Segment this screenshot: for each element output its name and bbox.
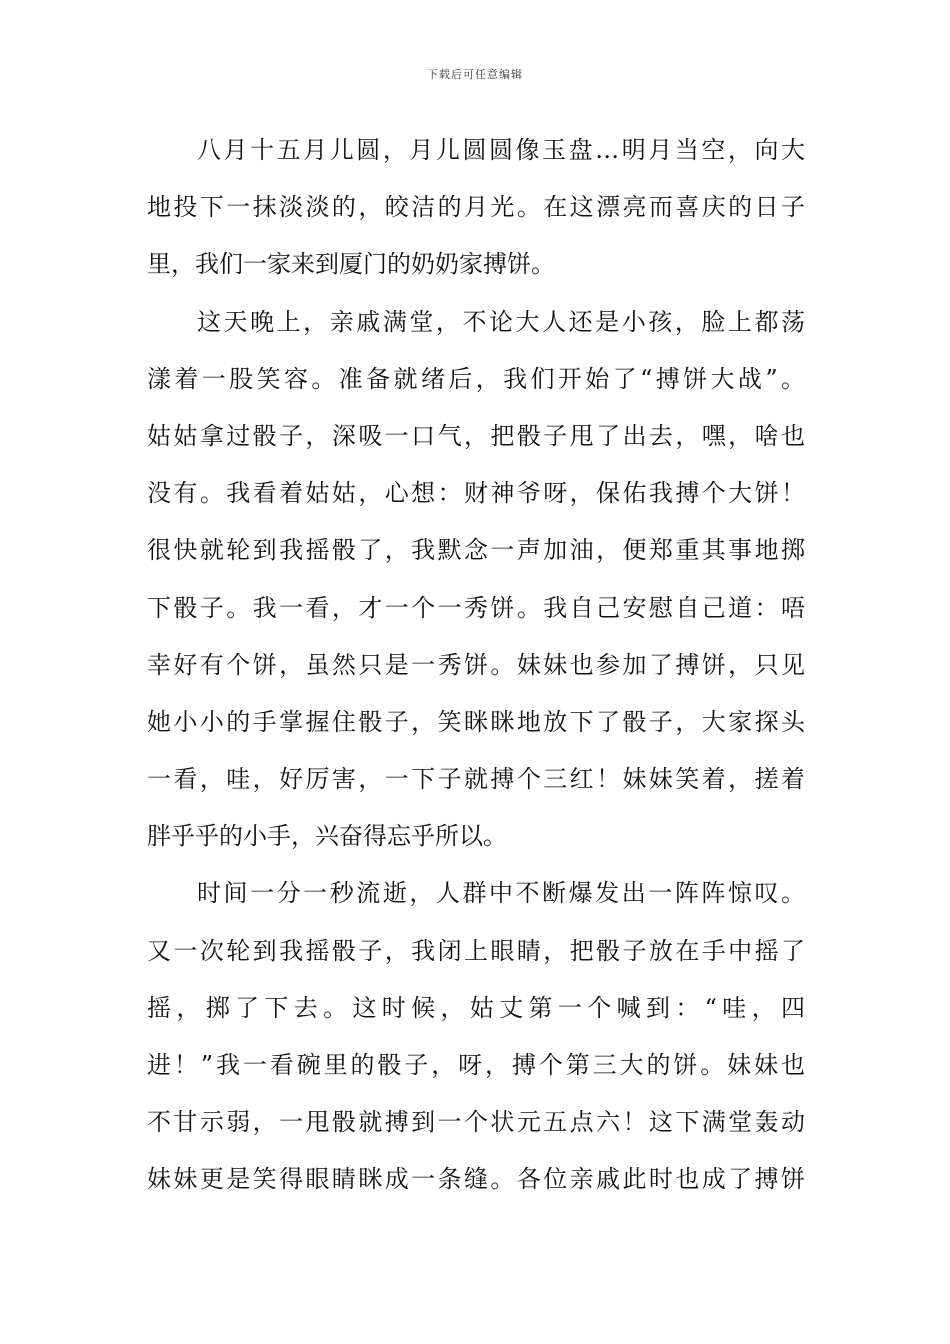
document-body: [147, 122, 805, 1209]
text-line: 胖乎乎的小手，兴奋得忘乎所以。: [147, 822, 507, 851]
text-line: 一看，哇，好厉害，一下子就搏个三红！妹妹笑着，搓着: [147, 765, 805, 794]
text-line: 不甘示弱，一甩骰就搏到一个状元五点六！这下满堂轰动: [147, 1108, 805, 1137]
text-line: 漾着一股笑容。准备就绪后，我们开始了“搏饼大战”。: [147, 364, 805, 393]
text-line: 下骰子。我一看，才一个一秀饼。我自己安慰自己道：唔: [147, 593, 805, 622]
text-line: 妹妹更是笑得眼睛眯成一条缝。各位亲戚此时也成了搏饼: [147, 1165, 805, 1194]
text-line: 地投下一抹淡淡的，皎洁的月光。在这漂亮而喜庆的日子: [147, 193, 805, 222]
header-note: 下载后可任意编辑: [427, 68, 523, 81]
text-line: 八月十五月儿圆，月儿圆圆像玉盘…明月当空，向大: [197, 136, 805, 164]
text-line: 里，我们一家来到厦门的奶奶家搏饼。: [147, 250, 555, 279]
text-line: 很快就轮到我摇骰了，我默念一声加油，便郑重其事地掷: [147, 536, 805, 565]
text-line: 她小小的手掌握住骰子，笑眯眯地放下了骰子，大家探头: [147, 707, 805, 736]
text-line: 没有。我看着姑姑，心想：财神爷呀，保佑我搏个大饼！: [147, 479, 805, 508]
text-line: 摇，掷了下去。这时候，姑丈第一个喊到：“哇，四: [147, 993, 805, 1022]
text-line: 时间一分一秒流逝，人群中不断爆发出一阵阵惊叹。: [197, 879, 805, 908]
text-line: 这天晚上，亲戚满堂，不论大人还是小孩，脸上都荡: [197, 307, 805, 336]
text-line: 姑姑拿过骰子，深吸一口气，把骰子甩了出去，嘿，啥也: [147, 421, 805, 450]
text-line: 又一次轮到我摇骰子，我闭上眼睛，把骰子放在手中摇了: [147, 936, 805, 965]
text-line: 进！”我一看碗里的骰子，呀，搏个第三大的饼。妹妹也: [147, 1051, 805, 1079]
text-line: 幸好有个饼，虽然只是一秀饼。妹妹也参加了搏饼，只见: [147, 650, 805, 679]
